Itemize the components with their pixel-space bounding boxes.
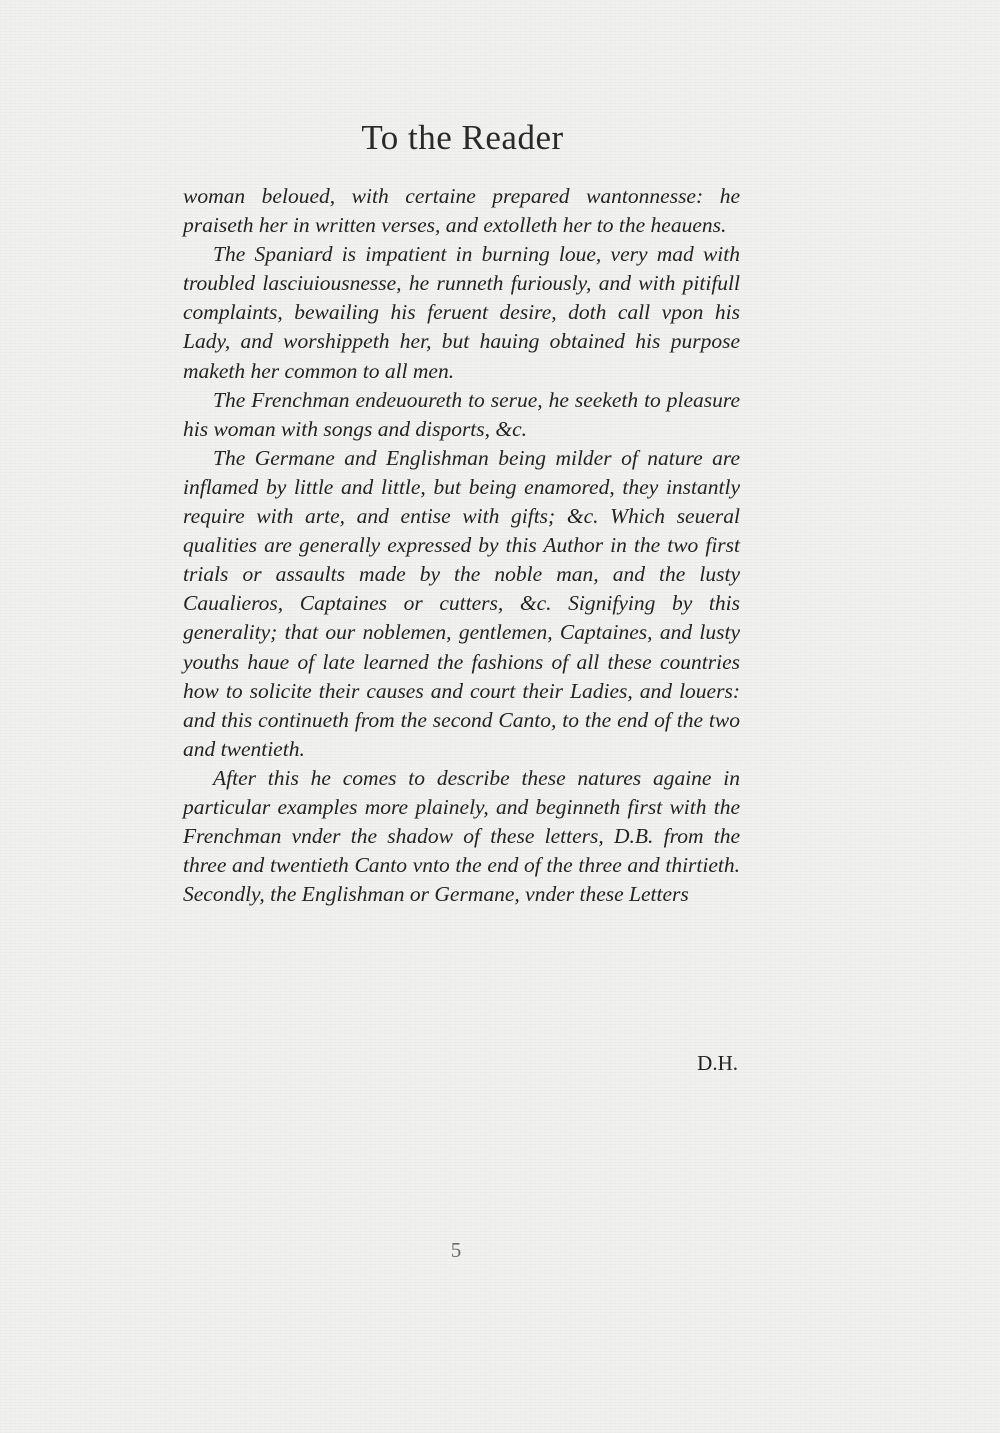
page-title: To the Reader [361, 118, 564, 157]
body-text [183, 182, 740, 909]
page-number: 5 [450, 1238, 462, 1262]
paragraph-continuation: woman beloued, with certaine prepared wantonnesse: he praiseth her in written verses, and extolleth her to the heauens. [183, 184, 740, 238]
paragraph-frenchman: The Frenchman endeuoureth to serue, he seeketh to pleasure his woman with songs and disports, &c. [183, 387, 740, 441]
paragraph-after-this: After this he comes to describe these natures againe in particular examples more plainely, and beginneth first with the Frenchman vnder the shadow of these letters, D.B. from the three and twentieth Canto vnto the end of the three and thirtieth. Secondly, the Englishman or Germane, vnder these Letters [183, 765, 740, 907]
paragraph-germane-englishman: The Germane and Englishman being milder of nature are inflamed by little and little, but being enamored, they instantly require with arte, and entise with gifts; &c. Which seueral qualities are generally expressed by this Author in the two first trials or assaults made by the noble man, and the lusty Caualieros, Captaines or cutters, &c. Signifying by this generality; that our noblemen, gentlemen, Captaines, and lusty youths haue of late learned the fashions of all these countries how to solicite their causes and court their Ladies, and louers: and this continueth from the second Canto, to the end of the two and twentieth. [183, 445, 740, 761]
paragraph-spaniard: The Spaniard is impatient in burning loue, very mad with troubled lasciuiousnesse, he runneth furiously, and with pitifull complaints, bewailing his feruent desire, doth call vpon his Lady, and worshippeth her, but hauing obtained his purpose maketh her common to all men. [183, 242, 740, 383]
signature-letters: D.H. [697, 1051, 738, 1075]
